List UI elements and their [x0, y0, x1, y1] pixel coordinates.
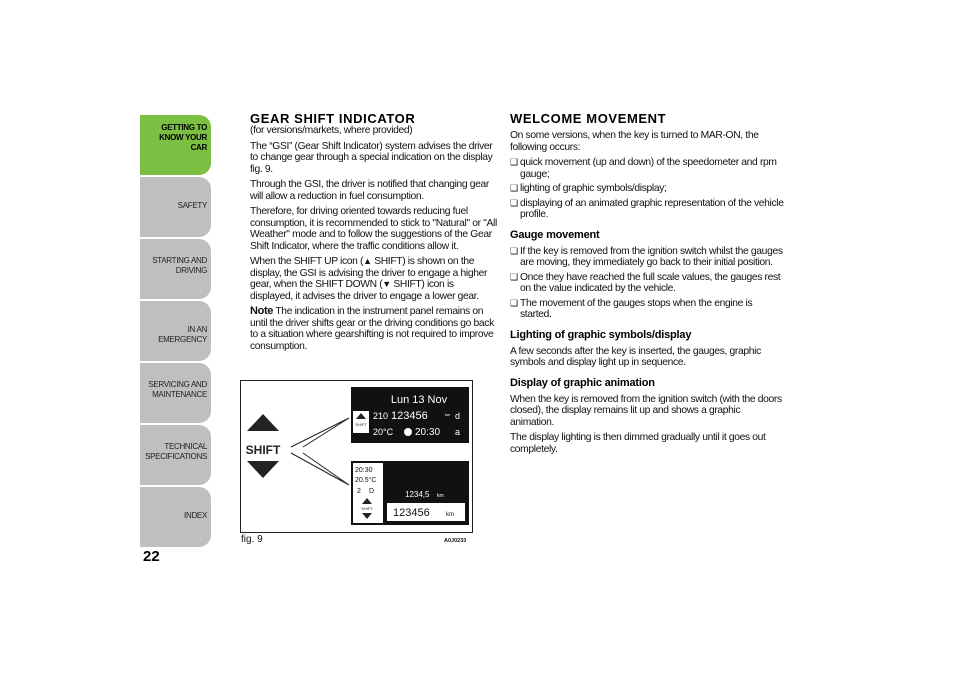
chapter-sidebar	[140, 115, 211, 544]
leader-line-top	[291, 418, 349, 447]
shift-up-icon: ▲	[363, 256, 372, 266]
tab-getting-to-know[interactable]: GETTING TO KNOW YOUR CAR	[140, 115, 211, 175]
shift-down-icon: ▼	[382, 279, 391, 289]
welcome-title: WELCOME MOVEMENT	[510, 111, 667, 126]
bottom-gear-letter: D	[369, 488, 375, 495]
animation-heading: Display of graphic animation	[510, 376, 655, 389]
gsi-display-drawing	[241, 381, 472, 532]
bottom-trip-unit: km	[437, 493, 444, 499]
big-shift-up-icon	[247, 414, 279, 431]
gsi-paragraph-4: When the SHIFT UP icon (▲ SHIFT) is shown on the display, the GSI is advising the driver to engage a higher gear, when the SHIFT DOWN (▼ SHIFT) icon is displayed, it advises the driver to engage a lower gear.	[250, 256, 488, 302]
list-item: ❑ The movement of the gauges stops when the engine is started.	[510, 298, 785, 321]
animation-text-2: The display lighting is then dimmed gradually until it goes out completely.	[510, 432, 766, 455]
top-gear-bottom: a	[455, 427, 461, 437]
tab-starting-driving[interactable]: STARTING AND DRIVING	[140, 239, 211, 299]
bottom-odometer: 123456	[393, 507, 430, 519]
bottom-shift-label: SHIFT	[361, 506, 373, 511]
top-gear-top: d	[455, 411, 461, 421]
lighting-text: A few seconds after the key is inserted, the gauges, graphic symbols and display light up in sequence.	[510, 345, 761, 368]
big-shift-label: SHIFT	[245, 443, 281, 457]
right-column	[510, 112, 785, 459]
gsi-subtitle: (for versions/markets, where provided)	[250, 125, 413, 136]
gsi-note: Note The indication in the instrument panel remains on until the driver shifts gear or the driving conditions go back to a situation where gearshifting is not required to improve consumption.	[250, 305, 494, 352]
gsi-title: GEAR SHIFT INDICATOR	[250, 111, 416, 126]
animation-text-1: When the key is removed from the ignition switch (with the doors closed), the display remains lit up and shows a graphic animation.	[510, 393, 782, 428]
bottom-temp: 20.5°C	[355, 477, 377, 484]
figure-code: A0J0233	[444, 538, 467, 544]
top-temp: 20°C	[373, 427, 394, 437]
gauge-list	[510, 246, 785, 321]
clock-icon	[404, 428, 412, 436]
tab-index[interactable]: INDEX	[140, 487, 211, 547]
top-shift-label: SHIFT	[355, 422, 367, 427]
lighting-heading: Lighting of graphic symbols/display	[510, 328, 692, 341]
welcome-intro: On some versions, when the key is turned to MAR-ON, the following occurs:	[510, 130, 759, 153]
tab-servicing[interactable]: SERVICING AND MAINTENANCE	[140, 363, 211, 423]
tab-safety[interactable]: SAFETY	[140, 177, 211, 237]
tab-technical[interactable]: TECHNICAL SPECIFICATIONS	[140, 425, 211, 485]
list-item: ❑ Once they have reached the full scale values, the gauges rest on the value indicated by the vehicle.	[510, 272, 785, 295]
big-shift-down-icon	[247, 461, 279, 478]
leader-line-bottom	[291, 453, 349, 485]
list-item: ❑ lighting of graphic symbols/display;	[510, 183, 785, 195]
left-column	[250, 112, 498, 356]
gsi-paragraph-3: Therefore, for driving oriented towards reducing fuel consumption, it is recommended to stick to "Natural" or "All Weather" mode and to follow the suggestions of the Gear Shift Indicator, where the traffic conditions allow it.	[250, 206, 497, 252]
bottom-odometer-unit: km	[446, 512, 454, 518]
top-odometer: 123456	[391, 410, 428, 422]
tab-emergency[interactable]: IN AN EMERGENCY	[140, 301, 211, 361]
top-odometer-unit: km	[445, 412, 451, 417]
bottom-gear: 2	[357, 488, 361, 495]
welcome-list	[510, 157, 785, 221]
list-item: ❑ quick movement (up and down) of the speedometer and rpm gauge;	[510, 157, 785, 180]
top-trip: 210	[373, 411, 389, 421]
list-item: ❑ If the key is removed from the ignition switch whilst the gauges are moving, they immediately go back to their initial position.	[510, 246, 785, 269]
list-item: ❑ displaying of an animated graphic representation of the vehicle profile.	[510, 198, 785, 221]
page-number: 22	[143, 548, 160, 565]
bottom-trip: 1234,5	[405, 490, 430, 499]
top-time: 20:30	[415, 427, 441, 438]
top-display-date: Lun 13 Nov	[390, 394, 448, 406]
gsi-paragraph-1: The “GSI” (Gear Shift Indicator) system advises the driver to change gear through a special indication on the display fig. 9.	[250, 140, 493, 175]
gsi-paragraph-2: Through the GSI, the driver is notified that changing gear will allow a reduction in fuel consumption.	[250, 179, 489, 202]
figure-caption: fig. 9	[241, 534, 263, 545]
gauge-heading: Gauge movement	[510, 228, 600, 241]
figure-9-illustration	[240, 380, 473, 533]
bottom-time: 20:30	[355, 467, 373, 474]
